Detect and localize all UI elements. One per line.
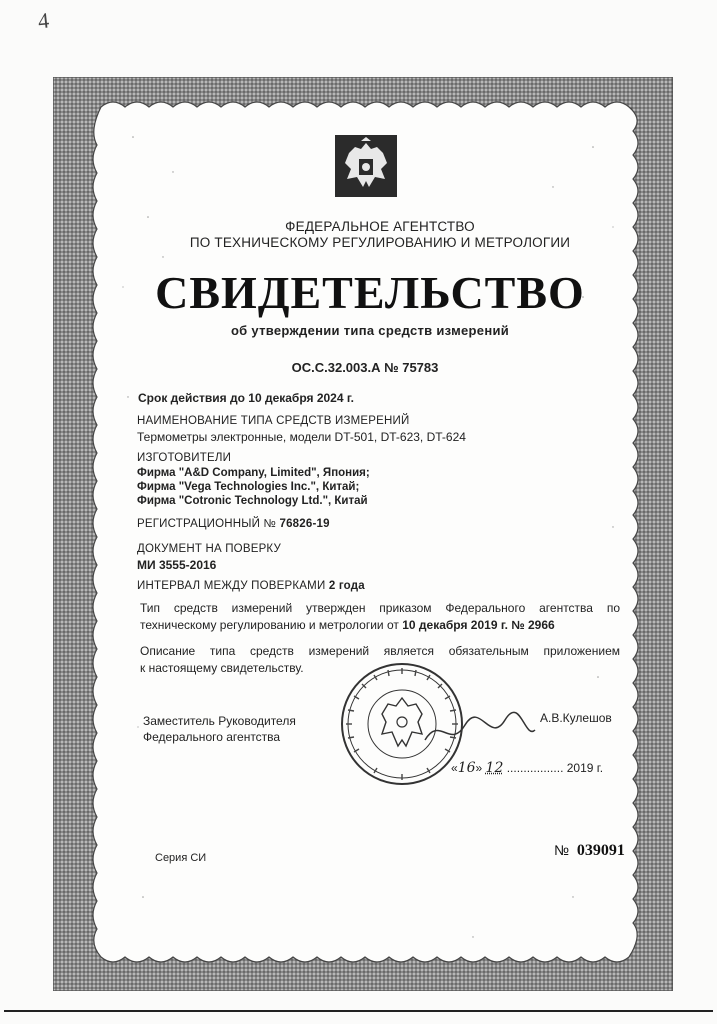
signer-name: А.В.Кулешов: [540, 711, 612, 725]
agency-line-1: ФЕДЕРАЛЬНОЕ АГЕНТСТВО: [285, 219, 475, 234]
verification-document-label: ДОКУМЕНТ НА ПОВЕРКУ: [137, 543, 281, 555]
validity-label: Срок действия до: [138, 391, 245, 405]
certificate-subtitle: об утверждении типа средств измерений: [230, 323, 510, 338]
series-label: Серия СИ: [155, 852, 207, 864]
approval-order: 10 декабря 2019 г. № 2966: [402, 618, 555, 632]
position-line-1: Заместитель Руководителя: [143, 714, 296, 728]
signature-scribble: [420, 710, 540, 750]
approval-line-1: Тип средств измерений утвержден приказом Федерального агентства по: [140, 601, 620, 615]
certificate-number: ОС.С.32.003.А № 75783: [291, 360, 439, 375]
verification-document-value: МИ 3555-2016: [137, 558, 217, 572]
description-line-1: Описание типа средств измерений является обязательным приложением: [140, 644, 620, 658]
agency-line-2: ПО ТЕХНИЧЕСКОМУ РЕГУЛИРОВАНИЮ И МЕТРОЛОГИИ: [189, 235, 571, 250]
manufacturer-item: Фирма "Vega Technologies Inc.", Китай;: [137, 481, 360, 493]
page-number-handwritten: 4: [36, 7, 51, 34]
date-month: 12: [485, 760, 504, 776]
serial-prefix: №: [554, 842, 570, 858]
type-name-value: Термометры электронные, модели DT-501, DT-623, DT-624: [137, 430, 466, 444]
approval-line-2: [140, 617, 620, 634]
approval-paragraph: [140, 600, 620, 634]
serial-number: [554, 842, 625, 860]
validity-row: [138, 391, 354, 405]
validity-value: 10 декабря 2024 г.: [248, 391, 354, 405]
registration-label: РЕГИСТРАЦИОННЫЙ №: [137, 518, 277, 530]
verification-interval-value: 2 года: [328, 580, 365, 592]
signature-date: «16» 12 ................. 2019 г.: [451, 760, 604, 776]
coat-of-arms-emblem: [333, 133, 399, 199]
manufacturers-label: ИЗГОТОВИТЕЛИ: [137, 452, 232, 464]
description-line-2: к настоящему свидетельству.: [140, 661, 304, 675]
certificate-title: СВИДЕТЕЛЬСТВО: [155, 267, 585, 318]
date-year: 2019 г.: [566, 761, 604, 775]
serial-value: 039091: [576, 842, 625, 859]
position-line-2: Федерального агентства: [143, 730, 281, 744]
type-name-label: НАИМЕНОВАНИЕ ТИПА СРЕДСТВ ИЗМЕРЕНИЙ: [137, 415, 410, 427]
manufacturer-item: Фирма "A&D Company, Limited", Япония;: [137, 467, 370, 479]
registration-row: [137, 518, 330, 530]
signatory-position: [143, 713, 296, 745]
verification-interval-label: ИНТЕРВАЛ МЕЖДУ ПОВЕРКАМИ: [137, 580, 326, 592]
scan-edge-line: [4, 1010, 713, 1012]
agency-name: [140, 219, 620, 251]
registration-value: 76826-19: [279, 518, 330, 530]
approval-line-2-start: техническому регулированию и метрологии от: [140, 618, 399, 632]
manufacturer-item: Фирма "Cotronic Technology Ltd.", Китай: [137, 495, 368, 507]
verification-interval-row: [137, 580, 365, 592]
date-day: 16: [457, 760, 476, 776]
